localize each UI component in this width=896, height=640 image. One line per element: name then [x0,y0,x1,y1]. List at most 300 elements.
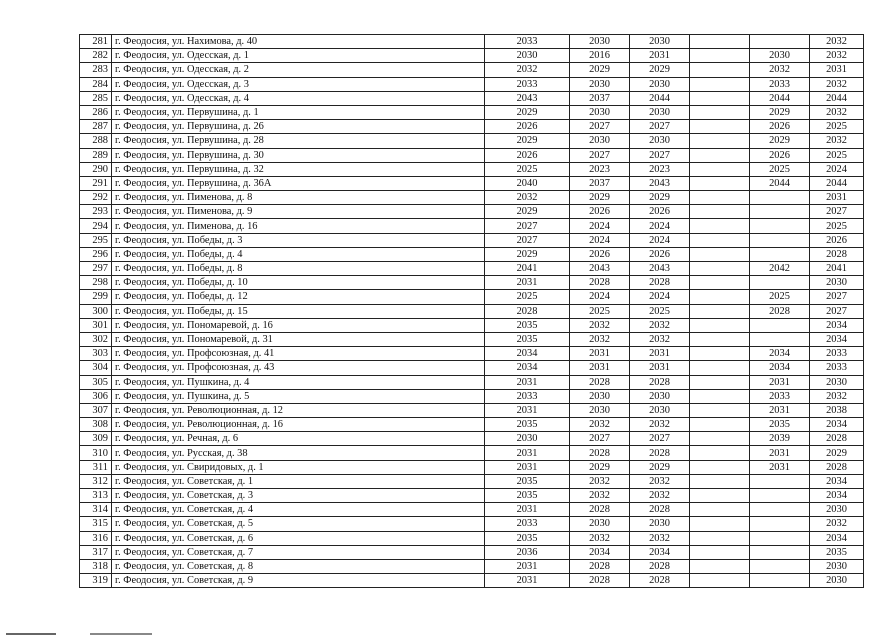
year-cell: 2032 [810,389,864,403]
year-cell: 2041 [485,262,570,276]
year-cell: 2031 [485,574,570,588]
year-cell: 2027 [630,120,690,134]
year-cell: 2029 [485,205,570,219]
address-cell: г. Феодосия, ул. Победы, д. 3 [112,233,485,247]
year-cell: 2031 [570,361,630,375]
row-number-cell: 289 [80,148,112,162]
year-cell: 2031 [630,49,690,63]
row-number-cell: 282 [80,49,112,63]
year-cell: 2029 [630,63,690,77]
year-cell: 2032 [810,134,864,148]
year-cell: 2026 [750,120,810,134]
row-number-cell: 317 [80,545,112,559]
year-cell [750,219,810,233]
table-row [80,318,864,332]
year-cell: 2030 [630,35,690,49]
year-cell: 2032 [810,49,864,63]
address-cell: г. Феодосия, ул. Пушкина, д. 5 [112,389,485,403]
address-cell: г. Феодосия, ул. Пушкина, д. 4 [112,375,485,389]
year-cell [690,148,750,162]
table-row [80,176,864,190]
year-cell: 2043 [630,176,690,190]
table-row [80,77,864,91]
year-cell: 2035 [810,545,864,559]
year-cell [690,276,750,290]
year-cell [750,489,810,503]
year-cell: 2034 [630,545,690,559]
year-cell [690,233,750,247]
year-cell: 2027 [810,205,864,219]
year-cell: 2030 [570,517,630,531]
year-cell: 2031 [485,460,570,474]
year-cell: 2030 [630,105,690,119]
table-row [80,247,864,261]
year-cell: 2034 [810,474,864,488]
table-row [80,105,864,119]
year-cell: 2024 [630,219,690,233]
table-row [80,49,864,63]
year-cell: 2034 [810,332,864,346]
year-cell: 2031 [485,559,570,573]
year-cell: 2032 [570,318,630,332]
year-cell: 2030 [810,375,864,389]
table-row [80,262,864,276]
year-cell [750,247,810,261]
row-number-cell: 310 [80,446,112,460]
year-cell [750,531,810,545]
address-cell: г. Феодосия, ул. Профсоюзная, д. 43 [112,361,485,375]
year-cell: 2032 [570,531,630,545]
address-cell: г. Феодосия, ул. Победы, д. 15 [112,304,485,318]
row-number-cell: 314 [80,503,112,517]
year-cell: 2026 [485,148,570,162]
year-cell: 2031 [810,191,864,205]
year-cell: 2025 [810,219,864,233]
year-cell: 2031 [750,460,810,474]
row-number-cell: 284 [80,77,112,91]
year-cell: 2016 [570,49,630,63]
year-cell: 2033 [485,35,570,49]
table-row [80,120,864,134]
address-cell: г. Феодосия, ул. Победы, д. 10 [112,276,485,290]
year-cell: 2032 [630,474,690,488]
address-cell: г. Феодосия, ул. Первушина, д. 26 [112,120,485,134]
year-cell: 2025 [750,162,810,176]
year-cell: 2033 [750,389,810,403]
year-cell [750,474,810,488]
year-cell [690,91,750,105]
table-row [80,418,864,432]
year-cell [690,517,750,531]
table-row [80,489,864,503]
year-cell [690,219,750,233]
year-cell [690,332,750,346]
row-number-cell: 292 [80,191,112,205]
row-number-cell: 300 [80,304,112,318]
year-cell: 2035 [485,489,570,503]
address-cell: г. Феодосия, ул. Первушина, д. 30 [112,148,485,162]
year-cell: 2037 [570,176,630,190]
address-cell: г. Феодосия, ул. Нахимова, д. 40 [112,35,485,49]
year-cell: 2028 [570,446,630,460]
table-row [80,290,864,304]
address-cell: г. Феодосия, ул. Первушина, д. 32 [112,162,485,176]
year-cell: 2032 [570,474,630,488]
year-cell [690,389,750,403]
year-cell: 2035 [750,418,810,432]
year-cell: 2030 [630,134,690,148]
table-row [80,446,864,460]
year-cell: 2030 [485,432,570,446]
row-number-cell: 303 [80,347,112,361]
year-cell: 2025 [570,304,630,318]
year-cell: 2031 [750,375,810,389]
address-cell: г. Феодосия, ул. Пименова, д. 16 [112,219,485,233]
year-cell [690,162,750,176]
year-cell: 2027 [810,290,864,304]
table-row [80,503,864,517]
year-cell: 2024 [810,162,864,176]
year-cell [690,418,750,432]
row-number-cell: 296 [80,247,112,261]
year-cell [690,290,750,304]
address-cell: г. Феодосия, ул. Одесская, д. 4 [112,91,485,105]
year-cell: 2043 [630,262,690,276]
year-cell: 2032 [810,35,864,49]
year-cell: 2029 [485,247,570,261]
year-cell: 2025 [750,290,810,304]
table-row [80,332,864,346]
year-cell: 2030 [570,389,630,403]
year-cell [690,77,750,91]
year-cell: 2035 [485,318,570,332]
row-number-cell: 293 [80,205,112,219]
year-cell: 2027 [485,233,570,247]
building-schedule-table [79,34,864,588]
table-row [80,91,864,105]
address-cell: г. Феодосия, ул. Советская, д. 4 [112,503,485,517]
year-cell: 2028 [630,559,690,573]
year-cell [690,375,750,389]
table-row [80,545,864,559]
year-cell: 2032 [570,418,630,432]
address-cell: г. Феодосия, ул. Русская, д. 38 [112,446,485,460]
year-cell: 2029 [810,446,864,460]
year-cell: 2032 [630,318,690,332]
year-cell: 2032 [810,77,864,91]
year-cell: 2027 [570,120,630,134]
table-row [80,63,864,77]
year-cell: 2044 [750,91,810,105]
year-cell: 2024 [570,290,630,304]
year-cell [690,105,750,119]
year-cell: 2030 [750,49,810,63]
table-row [80,219,864,233]
year-cell: 2027 [485,219,570,233]
year-cell: 2027 [570,432,630,446]
year-cell: 2035 [485,531,570,545]
address-cell: г. Феодосия, ул. Одесская, д. 3 [112,77,485,91]
year-cell: 2025 [485,162,570,176]
table-row [80,148,864,162]
table-row [80,191,864,205]
year-cell: 2033 [810,347,864,361]
year-cell [750,545,810,559]
row-number-cell: 291 [80,176,112,190]
year-cell: 2027 [630,148,690,162]
year-cell: 2032 [810,517,864,531]
year-cell: 2026 [570,205,630,219]
year-cell: 2028 [570,559,630,573]
year-cell: 2027 [570,148,630,162]
row-number-cell: 301 [80,318,112,332]
year-cell: 2028 [630,574,690,588]
year-cell [690,205,750,219]
year-cell: 2028 [570,503,630,517]
row-number-cell: 295 [80,233,112,247]
year-cell [690,531,750,545]
table-row [80,162,864,176]
address-cell: г. Феодосия, ул. Пименова, д. 8 [112,191,485,205]
year-cell: 2024 [630,233,690,247]
address-cell: г. Феодосия, ул. Первушина, д. 28 [112,134,485,148]
row-number-cell: 288 [80,134,112,148]
year-cell: 2044 [750,176,810,190]
address-cell: г. Феодосия, ул. Революционная, д. 16 [112,418,485,432]
year-cell: 2030 [570,105,630,119]
row-number-cell: 281 [80,35,112,49]
table-row [80,304,864,318]
year-cell [690,176,750,190]
year-cell: 2027 [630,432,690,446]
year-cell: 2030 [570,77,630,91]
row-number-cell: 318 [80,559,112,573]
year-cell: 2035 [485,474,570,488]
year-cell: 2036 [485,545,570,559]
year-cell: 2023 [630,162,690,176]
row-number-cell: 306 [80,389,112,403]
year-cell: 2030 [810,503,864,517]
year-cell: 2031 [485,276,570,290]
year-cell: 2040 [485,176,570,190]
address-cell: г. Феодосия, ул. Первушина, д. 36А [112,176,485,190]
year-cell [690,559,750,573]
table-row [80,474,864,488]
year-cell: 2031 [630,361,690,375]
row-number-cell: 312 [80,474,112,488]
year-cell: 2028 [810,432,864,446]
year-cell [750,517,810,531]
table-row [80,347,864,361]
year-cell: 2030 [570,35,630,49]
year-cell: 2025 [630,304,690,318]
address-cell: г. Феодосия, ул. Первушина, д. 1 [112,105,485,119]
year-cell: 2031 [485,403,570,417]
year-cell [750,332,810,346]
year-cell: 2023 [570,162,630,176]
address-cell: г. Феодосия, ул. Одесская, д. 1 [112,49,485,63]
year-cell: 2039 [750,432,810,446]
year-cell: 2031 [485,446,570,460]
row-number-cell: 309 [80,432,112,446]
year-cell: 2032 [810,105,864,119]
year-cell: 2044 [810,91,864,105]
year-cell: 2030 [630,403,690,417]
year-cell: 2032 [630,489,690,503]
row-number-cell: 286 [80,105,112,119]
year-cell: 2027 [810,304,864,318]
table-row [80,432,864,446]
year-cell: 2029 [485,134,570,148]
row-number-cell: 297 [80,262,112,276]
year-cell: 2028 [485,304,570,318]
year-cell: 2026 [570,247,630,261]
year-cell: 2032 [750,63,810,77]
address-cell: г. Феодосия, ул. Победы, д. 12 [112,290,485,304]
year-cell: 2038 [810,403,864,417]
address-cell: г. Феодосия, ул. Пименова, д. 9 [112,205,485,219]
table-row [80,389,864,403]
address-cell: г. Феодосия, ул. Советская, д. 7 [112,545,485,559]
row-number-cell: 305 [80,375,112,389]
table-row [80,205,864,219]
address-cell: г. Феодосия, ул. Революционная, д. 12 [112,403,485,417]
year-cell: 2034 [750,347,810,361]
year-cell: 2030 [810,276,864,290]
address-cell: г. Феодосия, ул. Победы, д. 8 [112,262,485,276]
row-number-cell: 308 [80,418,112,432]
year-cell: 2032 [630,418,690,432]
year-cell: 2026 [810,233,864,247]
row-number-cell: 290 [80,162,112,176]
scan-edge-mark [90,633,152,635]
year-cell [690,446,750,460]
year-cell: 2034 [570,545,630,559]
row-number-cell: 319 [80,574,112,588]
scan-edge-mark [6,633,56,635]
address-cell: г. Феодосия, ул. Пономаревой, д. 16 [112,318,485,332]
address-cell: г. Феодосия, ул. Советская, д. 8 [112,559,485,573]
address-cell: г. Феодосия, ул. Победы, д. 4 [112,247,485,261]
table-row [80,403,864,417]
year-cell [750,205,810,219]
address-cell: г. Феодосия, ул. Советская, д. 6 [112,531,485,545]
year-cell [690,474,750,488]
year-cell: 2030 [485,49,570,63]
row-number-cell: 316 [80,531,112,545]
year-cell [690,545,750,559]
year-cell: 2032 [485,191,570,205]
row-number-cell: 294 [80,219,112,233]
year-cell: 2033 [485,77,570,91]
table-row [80,375,864,389]
year-cell: 2029 [485,105,570,119]
year-cell: 2041 [810,262,864,276]
year-cell: 2028 [570,375,630,389]
year-cell: 2026 [485,120,570,134]
year-cell: 2030 [630,77,690,91]
year-cell: 2028 [630,503,690,517]
address-cell: г. Феодосия, ул. Пономаревой, д. 31 [112,332,485,346]
year-cell: 2028 [570,276,630,290]
year-cell: 2034 [810,531,864,545]
year-cell: 2034 [810,418,864,432]
year-cell: 2032 [630,332,690,346]
address-cell: г. Феодосия, ул. Речная, д. 6 [112,432,485,446]
year-cell: 2030 [810,574,864,588]
table-row [80,233,864,247]
year-cell: 2034 [810,489,864,503]
address-cell: г. Феодосия, ул. Свиридовых, д. 1 [112,460,485,474]
year-cell: 2024 [630,290,690,304]
year-cell: 2034 [485,361,570,375]
year-cell: 2032 [485,63,570,77]
row-number-cell: 302 [80,332,112,346]
year-cell [690,262,750,276]
year-cell [750,233,810,247]
address-cell: г. Феодосия, ул. Профсоюзная, д. 41 [112,347,485,361]
year-cell [750,574,810,588]
row-number-cell: 315 [80,517,112,531]
year-cell: 2031 [750,446,810,460]
table-row [80,517,864,531]
year-cell: 2031 [810,63,864,77]
year-cell: 2033 [810,361,864,375]
year-cell: 2024 [570,219,630,233]
address-cell: г. Феодосия, ул. Советская, д. 9 [112,574,485,588]
row-number-cell: 285 [80,91,112,105]
year-cell: 2029 [750,134,810,148]
year-cell: 2031 [570,347,630,361]
year-cell [690,35,750,49]
year-cell: 2026 [630,247,690,261]
year-cell: 2030 [570,134,630,148]
table-row [80,134,864,148]
year-cell: 2031 [485,503,570,517]
year-cell: 2028 [750,304,810,318]
table-row [80,460,864,474]
year-cell [690,347,750,361]
year-cell: 2043 [485,91,570,105]
year-cell: 2028 [810,460,864,474]
row-number-cell: 313 [80,489,112,503]
year-cell [690,247,750,261]
year-cell [690,318,750,332]
year-cell: 2025 [810,120,864,134]
year-cell: 2032 [570,332,630,346]
address-cell: г. Феодосия, ул. Советская, д. 3 [112,489,485,503]
table-row [80,531,864,545]
row-number-cell: 287 [80,120,112,134]
year-cell: 2026 [750,148,810,162]
year-cell: 2034 [810,318,864,332]
year-cell: 2028 [630,375,690,389]
year-cell: 2033 [485,389,570,403]
year-cell [690,361,750,375]
year-cell: 2025 [485,290,570,304]
year-cell: 2035 [485,418,570,432]
year-cell: 2029 [630,460,690,474]
row-number-cell: 283 [80,63,112,77]
year-cell: 2029 [750,105,810,119]
year-cell [690,49,750,63]
year-cell: 2029 [630,191,690,205]
year-cell: 2031 [630,347,690,361]
year-cell: 2034 [485,347,570,361]
year-cell: 2029 [570,63,630,77]
year-cell [750,35,810,49]
year-cell: 2042 [750,262,810,276]
